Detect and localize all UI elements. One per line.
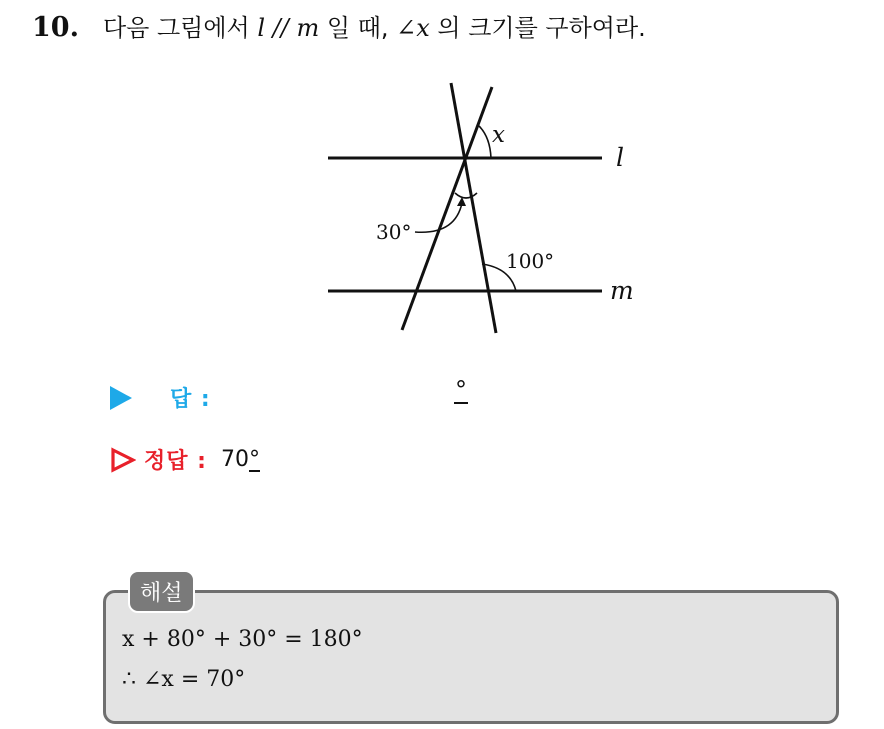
label-l: l [616,143,624,172]
question-angle-x: ∠x [396,14,430,42]
correct-number: 70 [220,447,249,472]
question-var-l: l [257,14,266,42]
label-100: 100° [506,249,555,273]
correct-marker-icon [110,447,136,473]
geometry-figure [320,75,650,340]
label-x: x [492,122,505,148]
correct-value [221,447,260,472]
correct-unit: ° [248,447,260,472]
transversal-left [402,87,492,330]
answer-marker-icon [110,386,132,410]
correct-label: 정답 : [144,449,207,474]
angle-30-arc [455,193,477,198]
answer-row [110,376,467,413]
question-text-before: 다음 그림에서 [102,14,258,42]
transversal-right [451,83,496,333]
question-parallel: // [265,14,297,42]
angle-x-arc [479,126,491,158]
answer-input-blank[interactable]: ° [455,376,467,404]
solution-box [103,590,839,724]
correct-answer-row [110,444,260,475]
question-text-after: 의 크기를 구하여라. [429,14,646,42]
question-text-mid: 일 때, [319,14,397,42]
label-m: m [610,276,634,305]
solution-line-1: x + 80° + 30° = 180° [122,627,363,652]
question-number: 10. [32,12,79,43]
answer-label: 답 : [170,387,211,412]
question [32,10,646,46]
question-var-m: m [296,14,320,42]
solution-tag: 해설 [128,570,195,613]
solution-line-2: ∴ ∠x = 70° [122,667,246,692]
label-30: 30° [376,220,412,244]
question-text [103,14,646,42]
